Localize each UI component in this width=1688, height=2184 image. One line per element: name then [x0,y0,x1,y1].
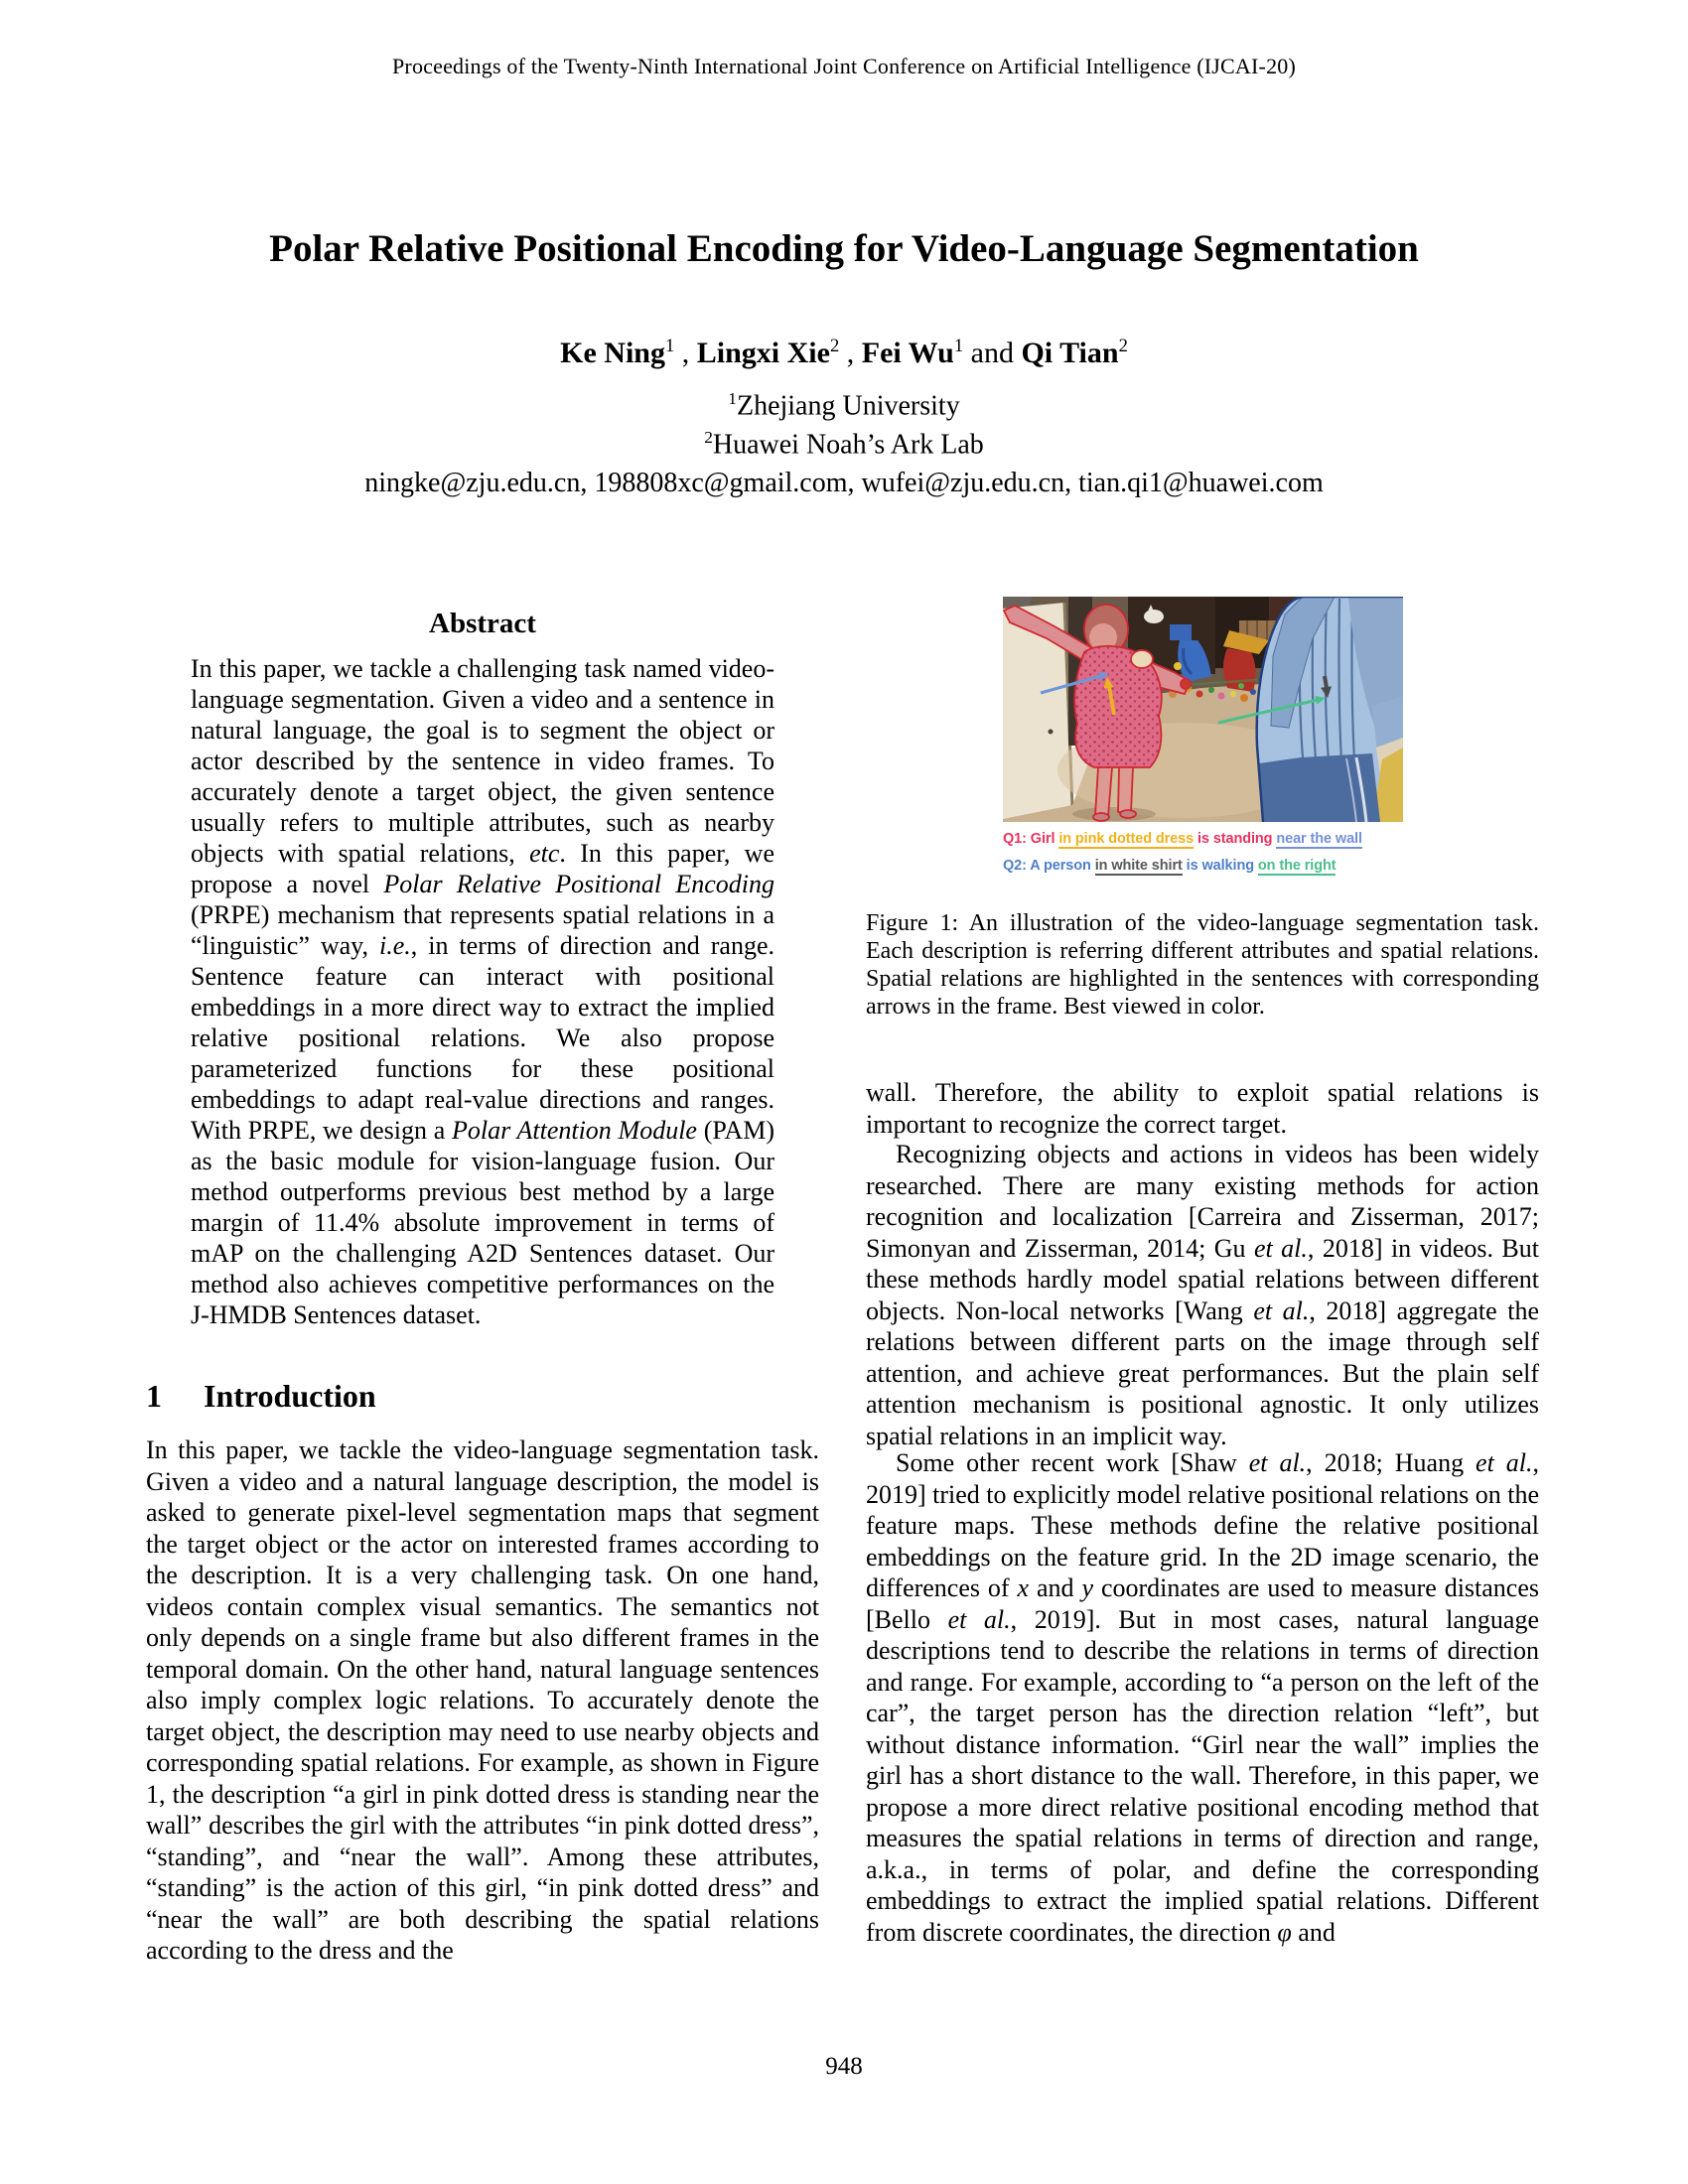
section-heading-introduction [146,1378,819,1415]
toy-bin-blue [1170,624,1192,640]
girl-right-foot [1120,810,1136,818]
author-line: Ke Ning$^1$ , Lingxi Xie$^2$ , Fei Wu$^1$ and Qi Tian$^2$ [560,336,1128,369]
girl-hand-toy [1181,679,1191,689]
page-number: 948 [825,2053,863,2080]
figure-query-1: Q1: Girl in pink dotted dress is standing near the wall [1003,831,1362,847]
affiliation-2: $^2$Huawei Noah’s Ark Lab [704,428,984,461]
running-head: Proceedings of the Twenty-Ninth International Joint Conference on Artificial Intelligence (IJCAI-20) [391,54,1296,78]
section-title: Introduction [204,1378,376,1414]
girl-left-foot [1093,813,1109,821]
author-emails: ningke@zju.edu.cn, 198808xc@gmail.com, wufei@zju.edu.cn, tian.qi1@huawei.com [364,468,1324,498]
figure-1-video-frame [1003,597,1403,822]
abstract-heading: Abstract [429,608,536,639]
girl-sleeve-puff [1131,650,1153,668]
intro-paragraph: In this paper, we tackle the video-language segmentation task. Given a video and a natural language description, the model is asked to generate pixel-level segmentation maps that segment the target object or the actor on interested frames according to the description. It is a very challenging task. On one hand, videos contain complex visual semantics. The semantics not only depends on a single frame but also different frames in the temporal domain. On the other hand, natural language sentences also imply complex logic relations. To accurately denote the target object, the description may need to use nearby objects and corresponding spatial relations. For example, as shown in Figure 1, the description “a girl in pink dotted dress is standing near the wall” describes the girl with the attributes “in pink dotted dress”, “standing”, and “near the wall”. Among these attributes, “standing” is the action of this girl, “in pink dotted dress” and “near the wall” are both describing the spatial relations according to the dress and the [146,1435,819,1965]
girl-left-leg [1095,767,1112,817]
girl-shadow [1072,807,1156,821]
girl-right-leg [1118,767,1133,812]
right-paragraph-2: Recognizing objects and actions in videos has been widely researched. There are many existing methods for action recognition and localization [Carreira and Zisserman, 2017; Simonyan and Zisserman, 2014; Gu et al., 2018] in videos. But these methods hardly model spatial relations between different objects. Non-local networks [Wang et al., 2018] aggregate the relations between different parts on the image through self attention, and achieve great performances. But the plain self attention mechanism is positional agnostic. It only utilizes spatial relations in an implicit way. [866,1140,1539,1450]
right-paragraph-3: Some other recent work [Shaw et al., 2018; Huang et al., 2019] tried to explicitly model relative positional relations on the feature maps. These methods define the relative positional embeddings on the feature grid. In the 2D image scenario, the differences of x and y coordinates are used to measure distances [Bello et al., 2019]. But in most cases, natural language descriptions tend to describe the relations in terms of direction and range. For example, according to “a person on the left of the car”, the target person has the direction relation “left”, but without distance information. “Girl near the wall” implies the girl has a short distance to the wall. Therefore, in this paper, we propose a more direct relative positional encoding method that measures the spatial relations in terms of direction and range, a.k.a., in terms of polar, and define the corresponding embeddings to extract the implied spatial relations. Different from discrete coordinates, the direction φ and [866,1448,1540,1947]
paper-title: Polar Relative Positional Encoding for Video-Language Segmentation [269,227,1419,270]
door-knob [1049,730,1054,735]
cat [1144,610,1164,623]
right-paragraph-1: wall. Therefore, the ability to exploit spatial relations is important to recognize the correct target. [866,1078,1539,1139]
figure-1-caption: Figure 1: An illustration of the video-language segmentation task. Each description is referring different attributes and spatial relations. Spatial relations are highlighted in the sentences with corresponding arrows in the frame. Best viewed in color. [866,910,1539,1020]
section-number: 1 [146,1378,162,1414]
figure-query-2: Q2: A person in white shirt is walking on the right [1003,858,1336,874]
affiliation-1: $^1$Zhejiang University [728,389,960,422]
abstract-text: In this paper, we tackle a challenging task named video-language segmentation. Given a video and a sentence in natural language, the goal is to segment the object or actor described by the sentence in video frames. To accurately denote a target object, the given sentence usually refers to multiple attributes, such as nearby objects with spatial relations, etc. In this paper, we propose a novel Polar Relative Positional Encoding (PRPE) mechanism that represents spatial relations in a “linguistic” way, i.e., in terms of direction and range. Sentence feature can interact with positional embeddings in a more direct way to extract the implied relative positional relations. We also propose parameterized functions for these positional embeddings to adapt real-value directions and ranges. With PRPE, we design a Polar Attention Module (PAM) as the basic module for vision-language fusion. Our method outperforms previous best method by a large margin of 11.4% absolute improvement in terms of mAP on the challenging A2D Sentences dataset. Our method also achieves competitive performances on the J-HMDB Sentences dataset. [191,654,774,1329]
